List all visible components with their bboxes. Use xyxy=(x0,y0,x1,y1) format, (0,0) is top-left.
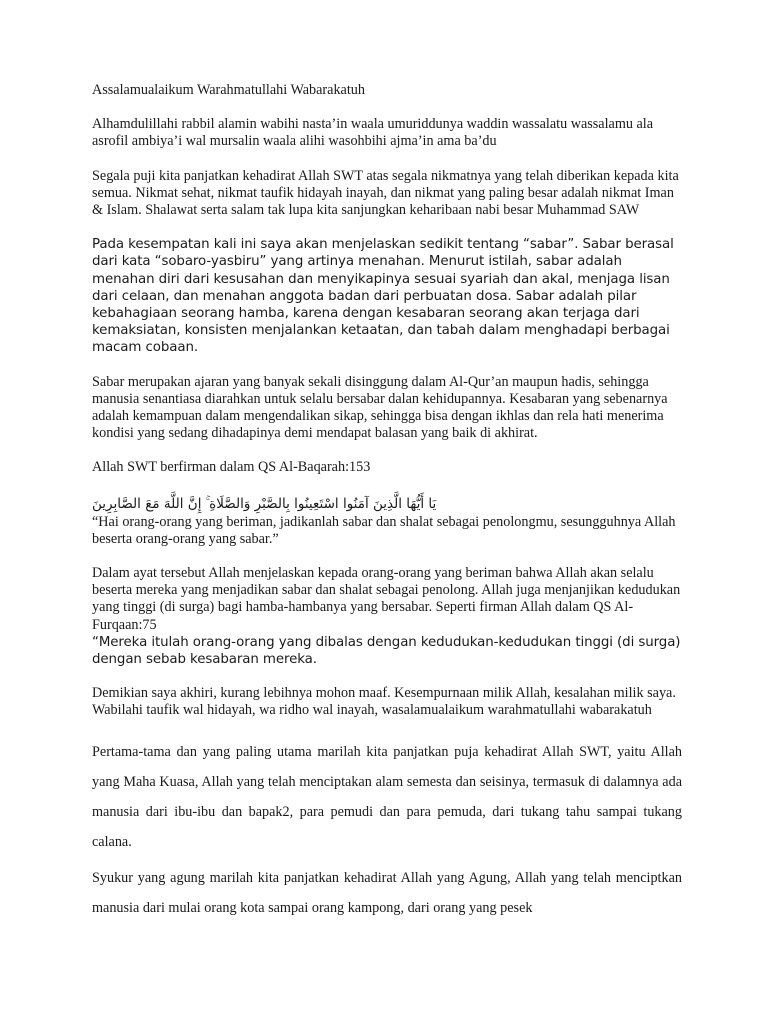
praise-paragraph: Segala puji kita panjatkan kehadirat Allah SWT atas segala nikmatnya yang telah diberikan kepada kita semua. Nikmat sehat, nikmat taufik hidayah inayah, dan nikmat yang paling besar adalah nikmat Iman & Islam. Shalawat serta salam tak lupa kita sanjungkan keharibaan nabi besar Muhammad SAW xyxy=(92,167,679,219)
sabar-teaching-paragraph: Sabar merupakan ajaran yang banyak sekali disinggung dalam Al-Qur’an maupun hadis, sehingga manusia senantiasa diarahkan untuk selalu bersabar dalan kehidupannya. Kesabaran yang sebenarnya adalah kemampuan dalam mengendalikan sikap, sehingga bisa dengan ikhlas dan rela hati menerima kondisi yang sedang dihadapinya demi mendapat balasan yang baik di akhirat. xyxy=(92,373,668,442)
sabar-definition-paragraph: Pada kesempatan kali ini saya akan menjelaskan sedikit tentang “sabar”. Sabar berasal dari kata “sobaro-yasbiru” yang artinya menahan. Menurut istilah, sabar adalah menahan diri dari kesusahan dan menyikapinya sesuai syariah dan akal, menjaga lisan dari celaan, dan menahan anggota badan dari perbuatan dosa. Sabar adalah pilar kebahagiaan seorang hamba, karena dengan kesabaran seorang akan terjaga dari kemaksiatan, konsisten menjalankan ketaatan, dan tabah dalam menghadapi berbagai macam cobaan. xyxy=(92,237,674,356)
verse-intro: Allah SWT berfirman dalam QS Al-Baqarah:153 xyxy=(92,459,371,476)
opening-prayer: Alhamdulillahi rabbil alamin wabihi nasta’in waala umuriddunya waddin wassalatu wassalamu ala asrofil ambiya’i wal mursalin waala alihi wasohbihi ajma’in ama ba’du xyxy=(92,116,654,150)
document-page xyxy=(92,82,682,923)
second-speech-paragraph-1: Pertama-tama dan yang paling utama marilah kita panjatkan puja kehadirat Allah SWT, yaitu Allah yang Maha Kuasa, Allah yang telah menciptakan alam semesta dan seisinya, termasuk di dalamnya ada manusia dari ibu-ibu dan bapak2, para pemudi dan para pemuda, dari tukang tahu sampai tukang calana. xyxy=(92,743,682,850)
arabic-verse: يَا أَيُّهَا الَّذِينَ آمَنُوا اسْتَعِينُوا بِالصَّبْرِ وَالصَّلَاةِ ۚ إِنَّ اللَّهَ مَعَ الصَّابِرِينَ xyxy=(92,495,437,512)
verse-translation: “Hai orang-orang yang beriman, jadikanlah sabar dan shalat sebagai penolongmu, sesungguhnya Allah beserta orang-orang yang sabar.” xyxy=(92,513,676,547)
closing-paragraph: Demikian saya akhiri, kurang lebihnya mohon maaf. Kesempurnaan milik Allah, kesalahan milik saya. Wabilahi taufik wal hidayah, wa ridho wal inayah, wasalamualaikum warahmatullahi wabarakatuh xyxy=(92,685,676,719)
second-speech-paragraph-2: Syukur yang agung marilah kita panjatkan kehadirat Allah yang Agung, Allah yang telah menciptkan manusia dari mulai orang kota sampai orang kampong, dari orang yang pesek xyxy=(92,869,682,916)
verse-explanation: Dalam ayat tersebut Allah menjelaskan kepada orang-orang yang beriman bahwa Allah akan selalu beserta mereka yang menjadikan sabar dan shalat sebagai penolong. Allah juga menjanjikan kedudukan yang tinggi (di surga) bagi hamba-hambanya yang bersabar. Seperti firman Allah dalam QS Al-Furqaan:75 xyxy=(92,565,681,633)
greeting: Assalamualaikum Warahmatullahi Wabarakatuh xyxy=(92,82,365,98)
furqaan-translation: “Mereka itulah orang-orang yang dibalas dengan kedudukan-kedudukan tinggi (di surga) dengan sebab kesabaran mereka. xyxy=(92,634,681,668)
